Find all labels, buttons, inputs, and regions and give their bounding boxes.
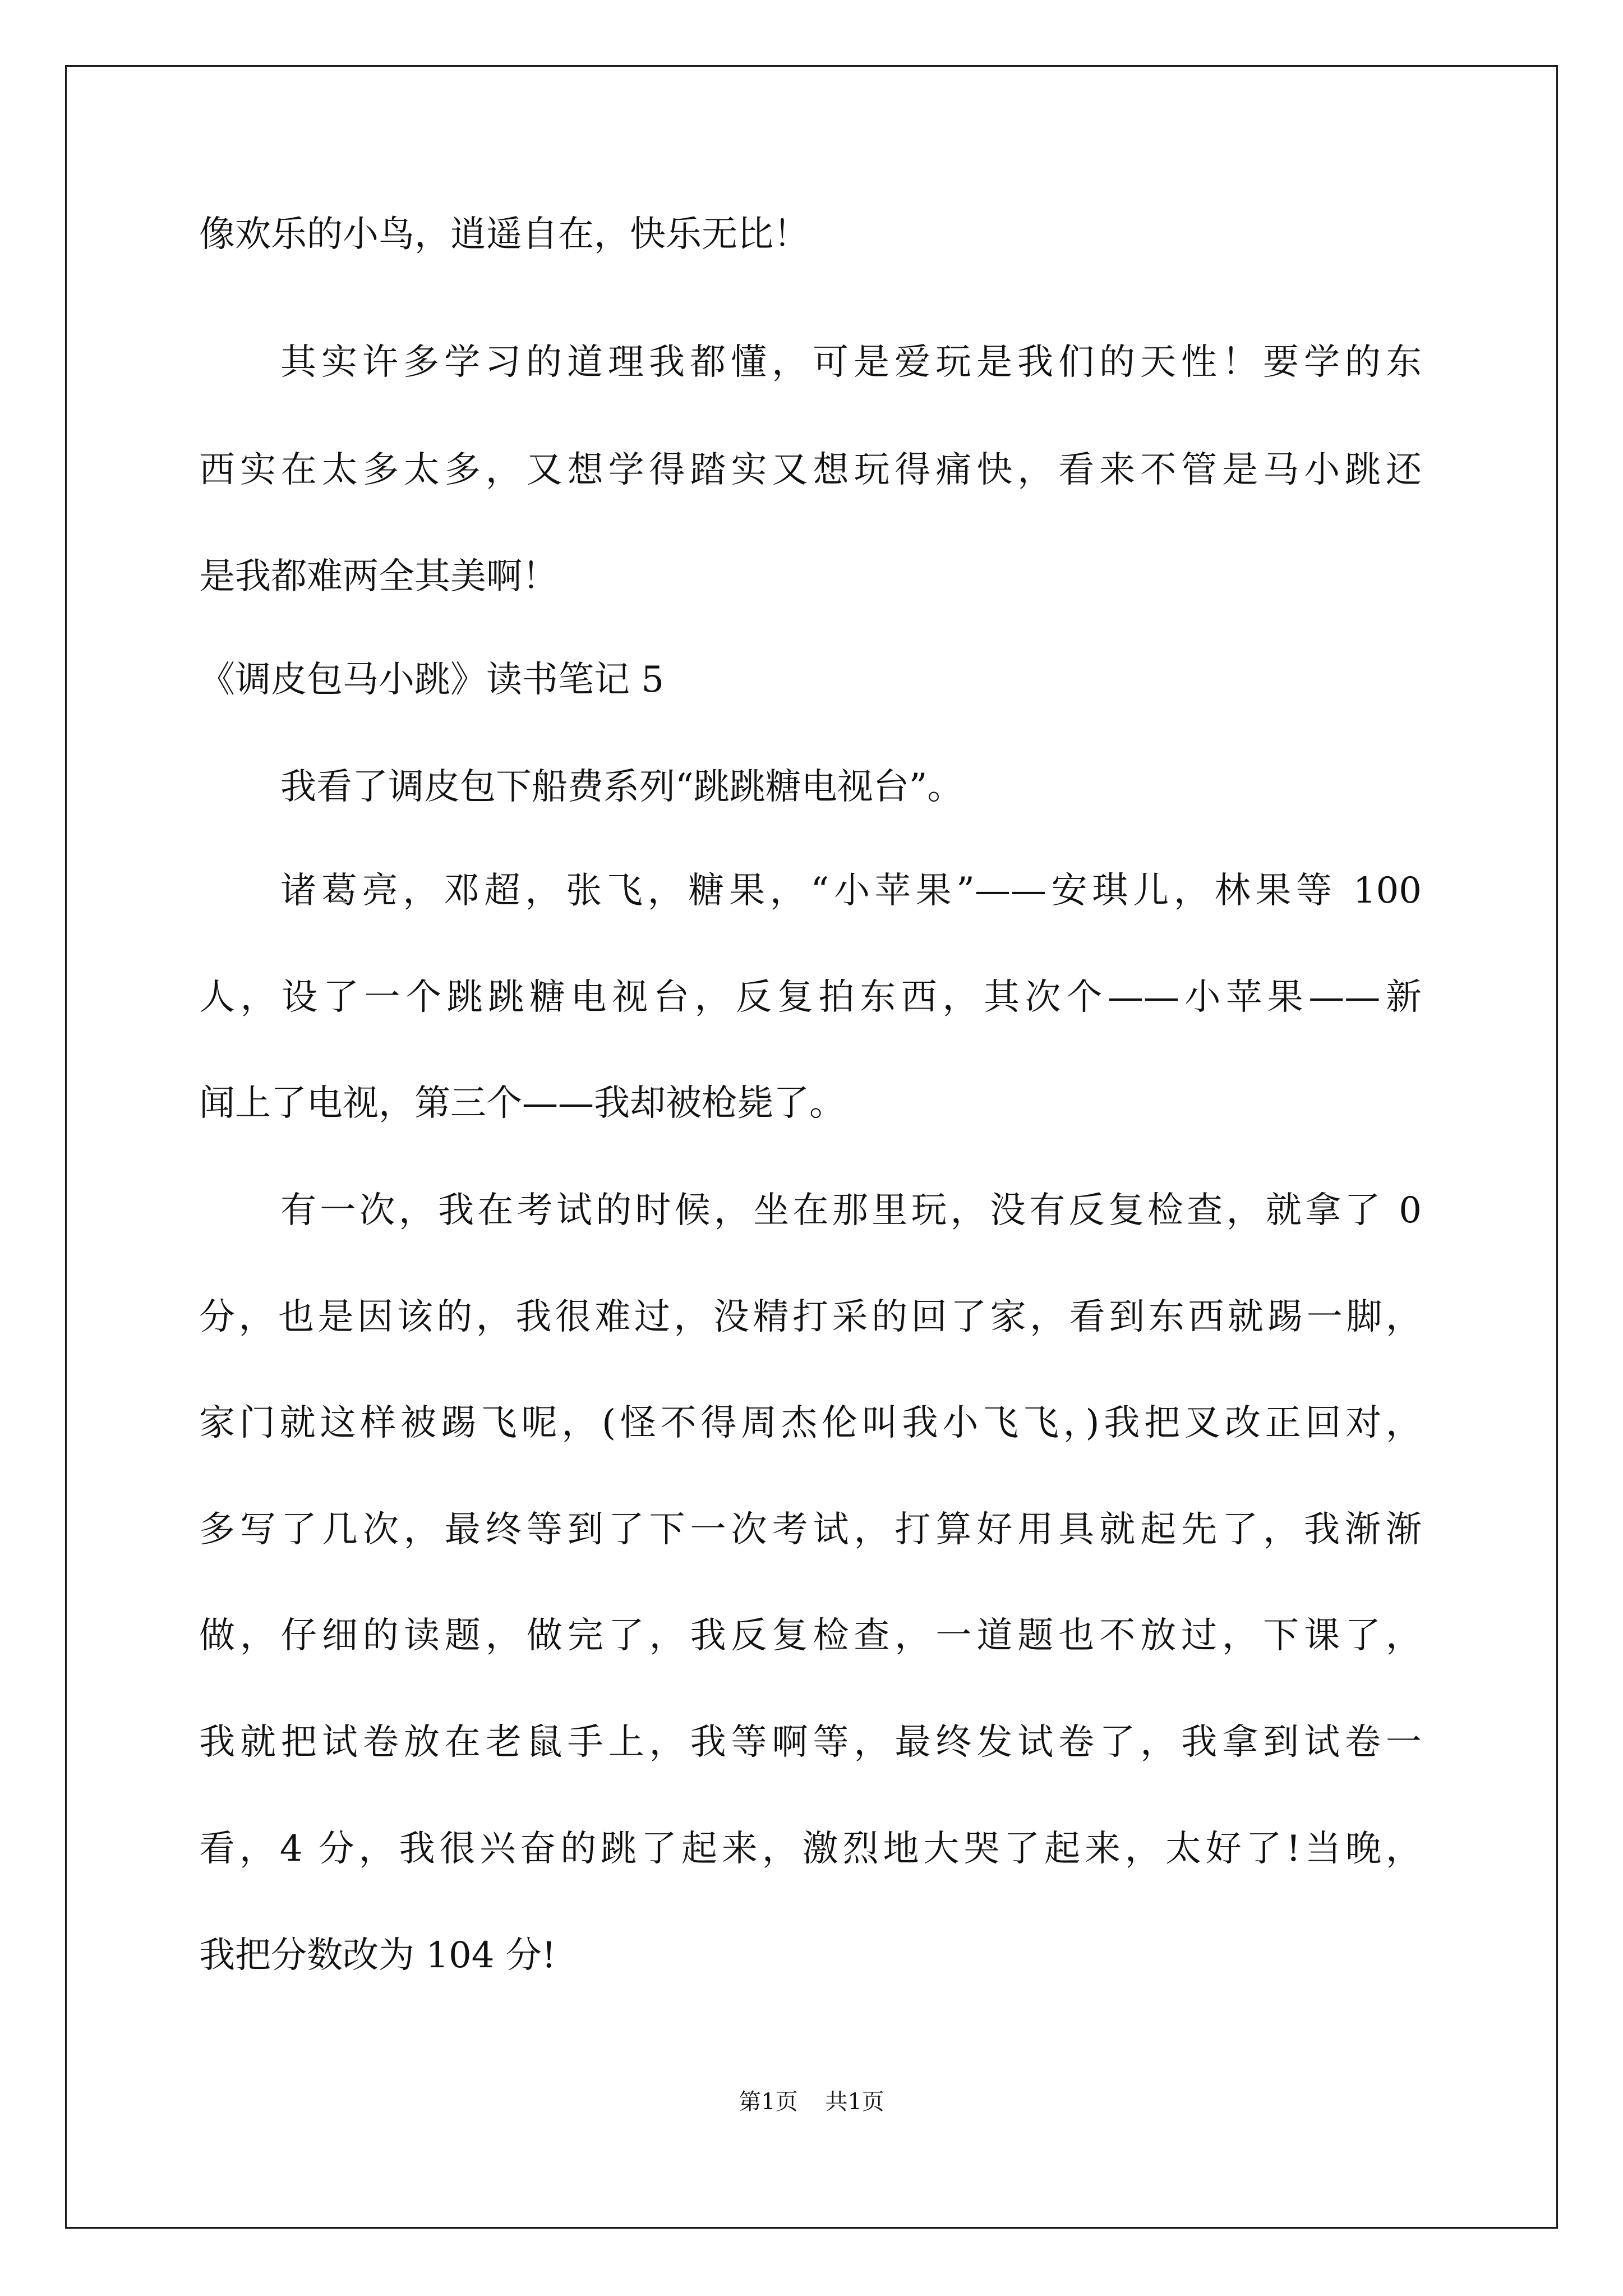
page-footer: [0, 2088, 1623, 2116]
page-total: 共1页: [825, 2089, 884, 2115]
text-line: 家门就这样被踢飞呢，(怪不得周杰伦叫我小飞飞，)我把叉改正回对，: [199, 1402, 1422, 1444]
text-line: 我把分数改为 104 分!: [199, 1935, 556, 1976]
text-line: 像欢乐的小鸟，逍遥自在，快乐无比！: [199, 214, 809, 255]
text-line: 西实在太多太多，又想学得踏实又想玩得痛快，看来不管是马小跳还: [199, 449, 1422, 491]
text-line: 闻上了电视，第三个——我却被枪毙了。: [199, 1083, 845, 1124]
section-heading: 《调皮包马小跳》读书笔记 5: [199, 659, 665, 701]
text-line: 其实许多学习的道理我都懂，可是爱玩是我们的天性！要学的东: [280, 342, 1422, 383]
text-line: 人，设了一个跳跳糖电视台，反复拍东西，其次个——小苹果——新: [199, 977, 1422, 1018]
text-line: 看，4 分，我很兴奋的跳了起来，激烈地大哭了起来，太好了!当晚，: [199, 1828, 1422, 1870]
text-line: 分，也是因该的，我很难过，没精打采的回了家，看到东西就踢一脚，: [199, 1296, 1422, 1338]
text-line: 多写了几次，最终等到了下一次考试，打算好用具就起先了，我渐渐: [199, 1509, 1422, 1550]
page-number: 第1页: [739, 2089, 798, 2115]
text-line: 有一次，我在考试的时候，坐在那里玩，没有反复检查，就拿了 0: [280, 1190, 1422, 1231]
text-line: 做，仔细的读题，做完了，我反复检查，一道题也不放过，下课了，: [199, 1615, 1422, 1657]
text-line: 我看了调皮包下船费系列“跳跳糖电视台”。: [280, 766, 963, 808]
page-border: [65, 65, 1558, 2229]
text-line: 诸葛亮，邓超，张飞，糖果，“小苹果”——安琪儿，林果等 100: [280, 870, 1422, 912]
text-line: 我就把试卷放在老鼠手上，我等啊等，最终发试卷了，我拿到试卷一: [199, 1722, 1422, 1763]
text-line: 是我都难两全其美啊！: [199, 556, 558, 597]
